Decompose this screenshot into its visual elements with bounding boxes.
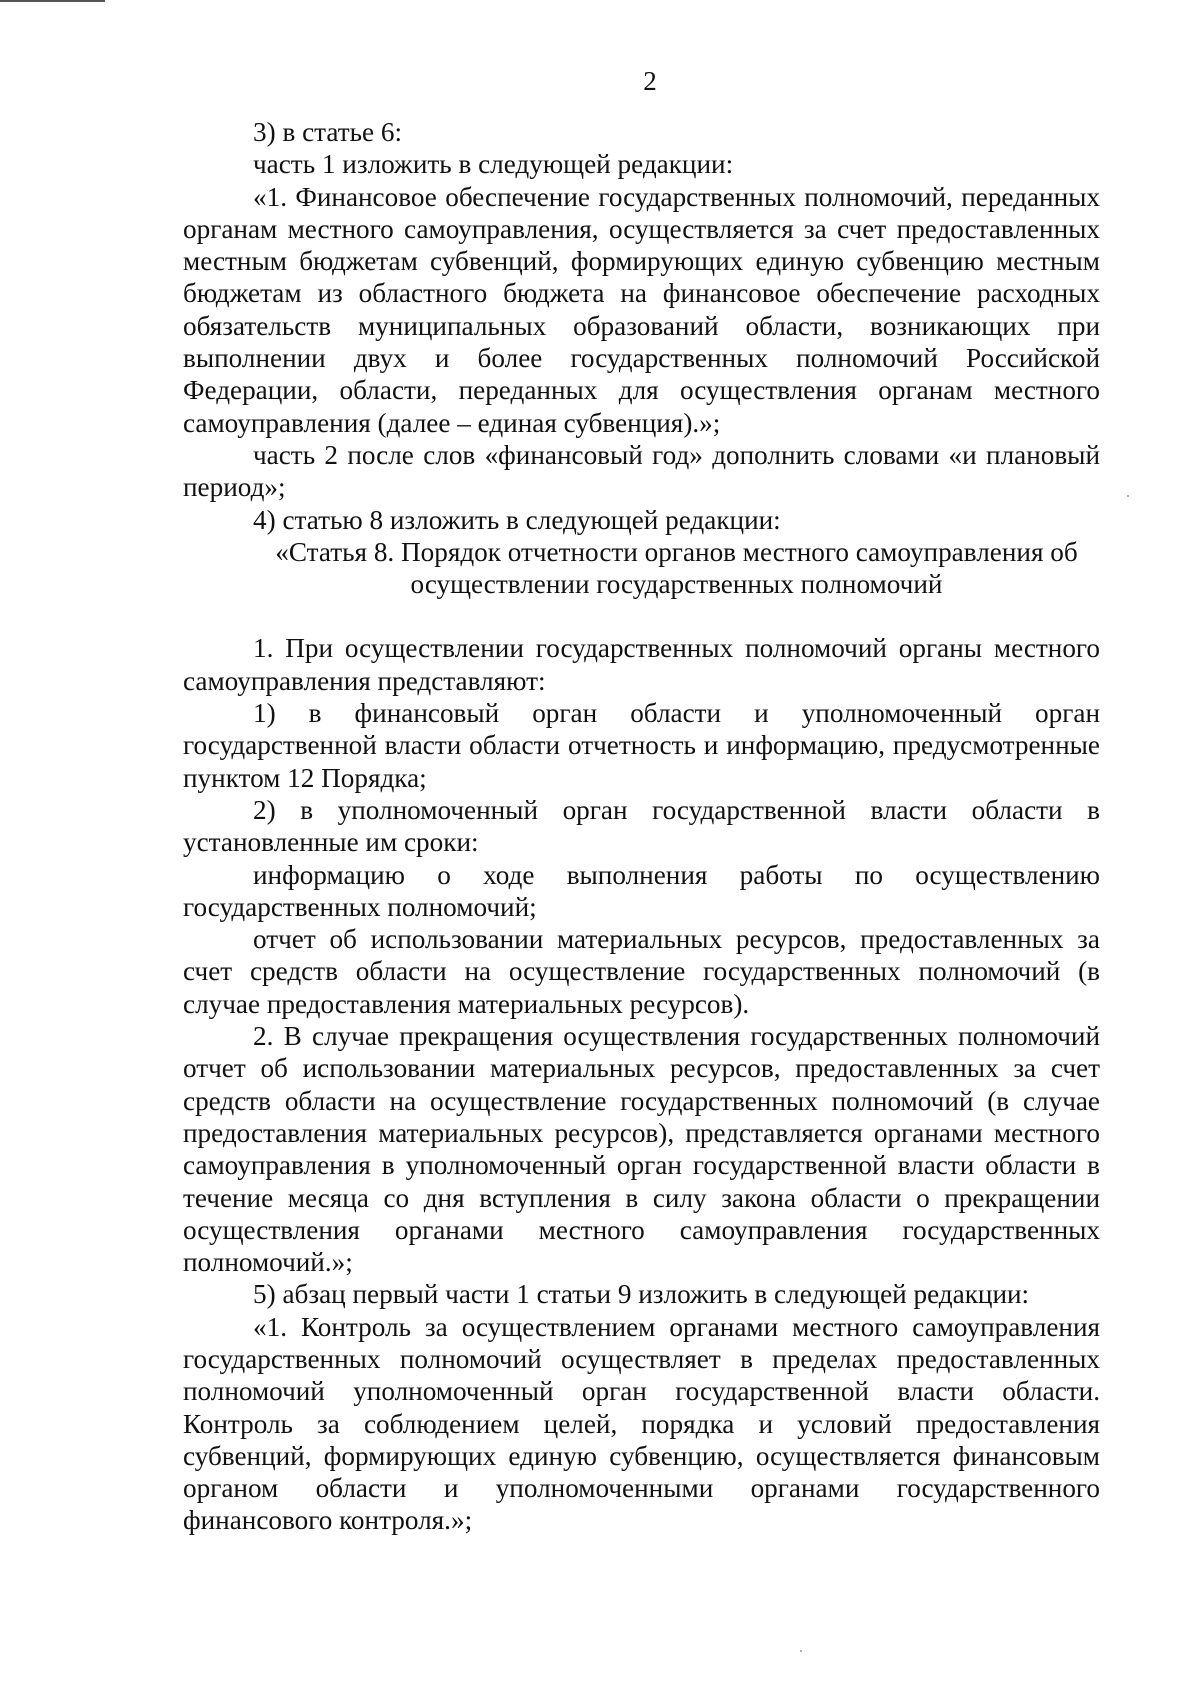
article-8-clause-2: 2. В случае прекращения осуществления государственных полномочий отчет об использовании материальных ресурсов, предоставленных за счет средств области на осуществление государственных полномочий (в случае предоставления материальных ресурсов), представляется органами местного самоуправления в уполномоченный орган государственной власти области в течение месяца со дня вступления в силу закона области о прекращении осуществления органами местного самоуправления государственных полномочий.»; [183, 1021, 1100, 1278]
list-item-4: 4) статью 8 изложить в следующей редакции: [253, 504, 781, 535]
spacer [183, 600, 1100, 632]
article-8-resources-report: отчет об использовании материальных ресурсов, предоставленных за счет средств области на осуществление государственных полномочий (в случае предоставления материальных ресурсов). [183, 924, 1100, 1019]
scan-speck [800, 1650, 802, 1652]
article-8-heading: «Статья 8. Порядок отчетности органов местного самоуправления об осуществлении государственных полномочий [275, 536, 1078, 600]
article-8-progress-info: информацию о ходе выполнения работы по осуществлению государственных полномочий; [183, 859, 1100, 922]
document-body [183, 116, 1100, 1537]
paragraph-part2-instruction: часть 2 после слов «финансовый год» дополнить словами «и плановый период»; [183, 439, 1100, 503]
article-8-subclause-2: 2) в уполномоченный орган государственной власти области в установленные им сроки: [183, 794, 1100, 858]
article-8-subclause-1: 1) в финансовый орган области и уполномоченный орган государственной власти области отчетность и информацию, предусмотренные пунктом 12 Порядка; [183, 698, 1100, 793]
list-item-5: 5) абзац первый части 1 статьи 9 изложить в следующей редакции: [253, 1279, 1030, 1310]
article-9-clause-1: «1. Контроль за осуществлением органами местного самоуправления государственных полномочий осуществляет в пределах предоставленных полномочий уполномоченный орган государственной власти области. Контроль за соблюдением целей, порядка и условий предоставления субвенций, формирующих единую субвенцию, осуществляется финансовым органом области и уполномоченными органами государственного финансового контроля.»; [183, 1311, 1100, 1536]
list-item-3: 3) в статье 6: [253, 117, 403, 147]
scan-edge-mark [0, 0, 105, 2]
article-8-clause-1: 1. При осуществлении государственных полномочий органы местного самоуправления представляют: [183, 633, 1100, 696]
page-number: 2 [643, 66, 657, 96]
paragraph-part1-instruction: часть 1 изложить в следующей редакции: [253, 149, 734, 180]
scan-speck [1127, 495, 1129, 497]
paragraph-part1-text: «1. Финансовое обеспечение государственных полномочий, переданных органам местного самоуправления, осуществляется за счет предоставленных местным бюджетам субвенций, формирующих единую субвенцию местным бюджетам из областного бюджета на финансовое обеспечение расходных обязательств муниципальных образований области, возникающих при выполнении двух и более государственных полномочий Российской Федерации, области, переданных для осуществления органам местного самоуправления (далее – единая субвенция).»; [183, 181, 1100, 438]
